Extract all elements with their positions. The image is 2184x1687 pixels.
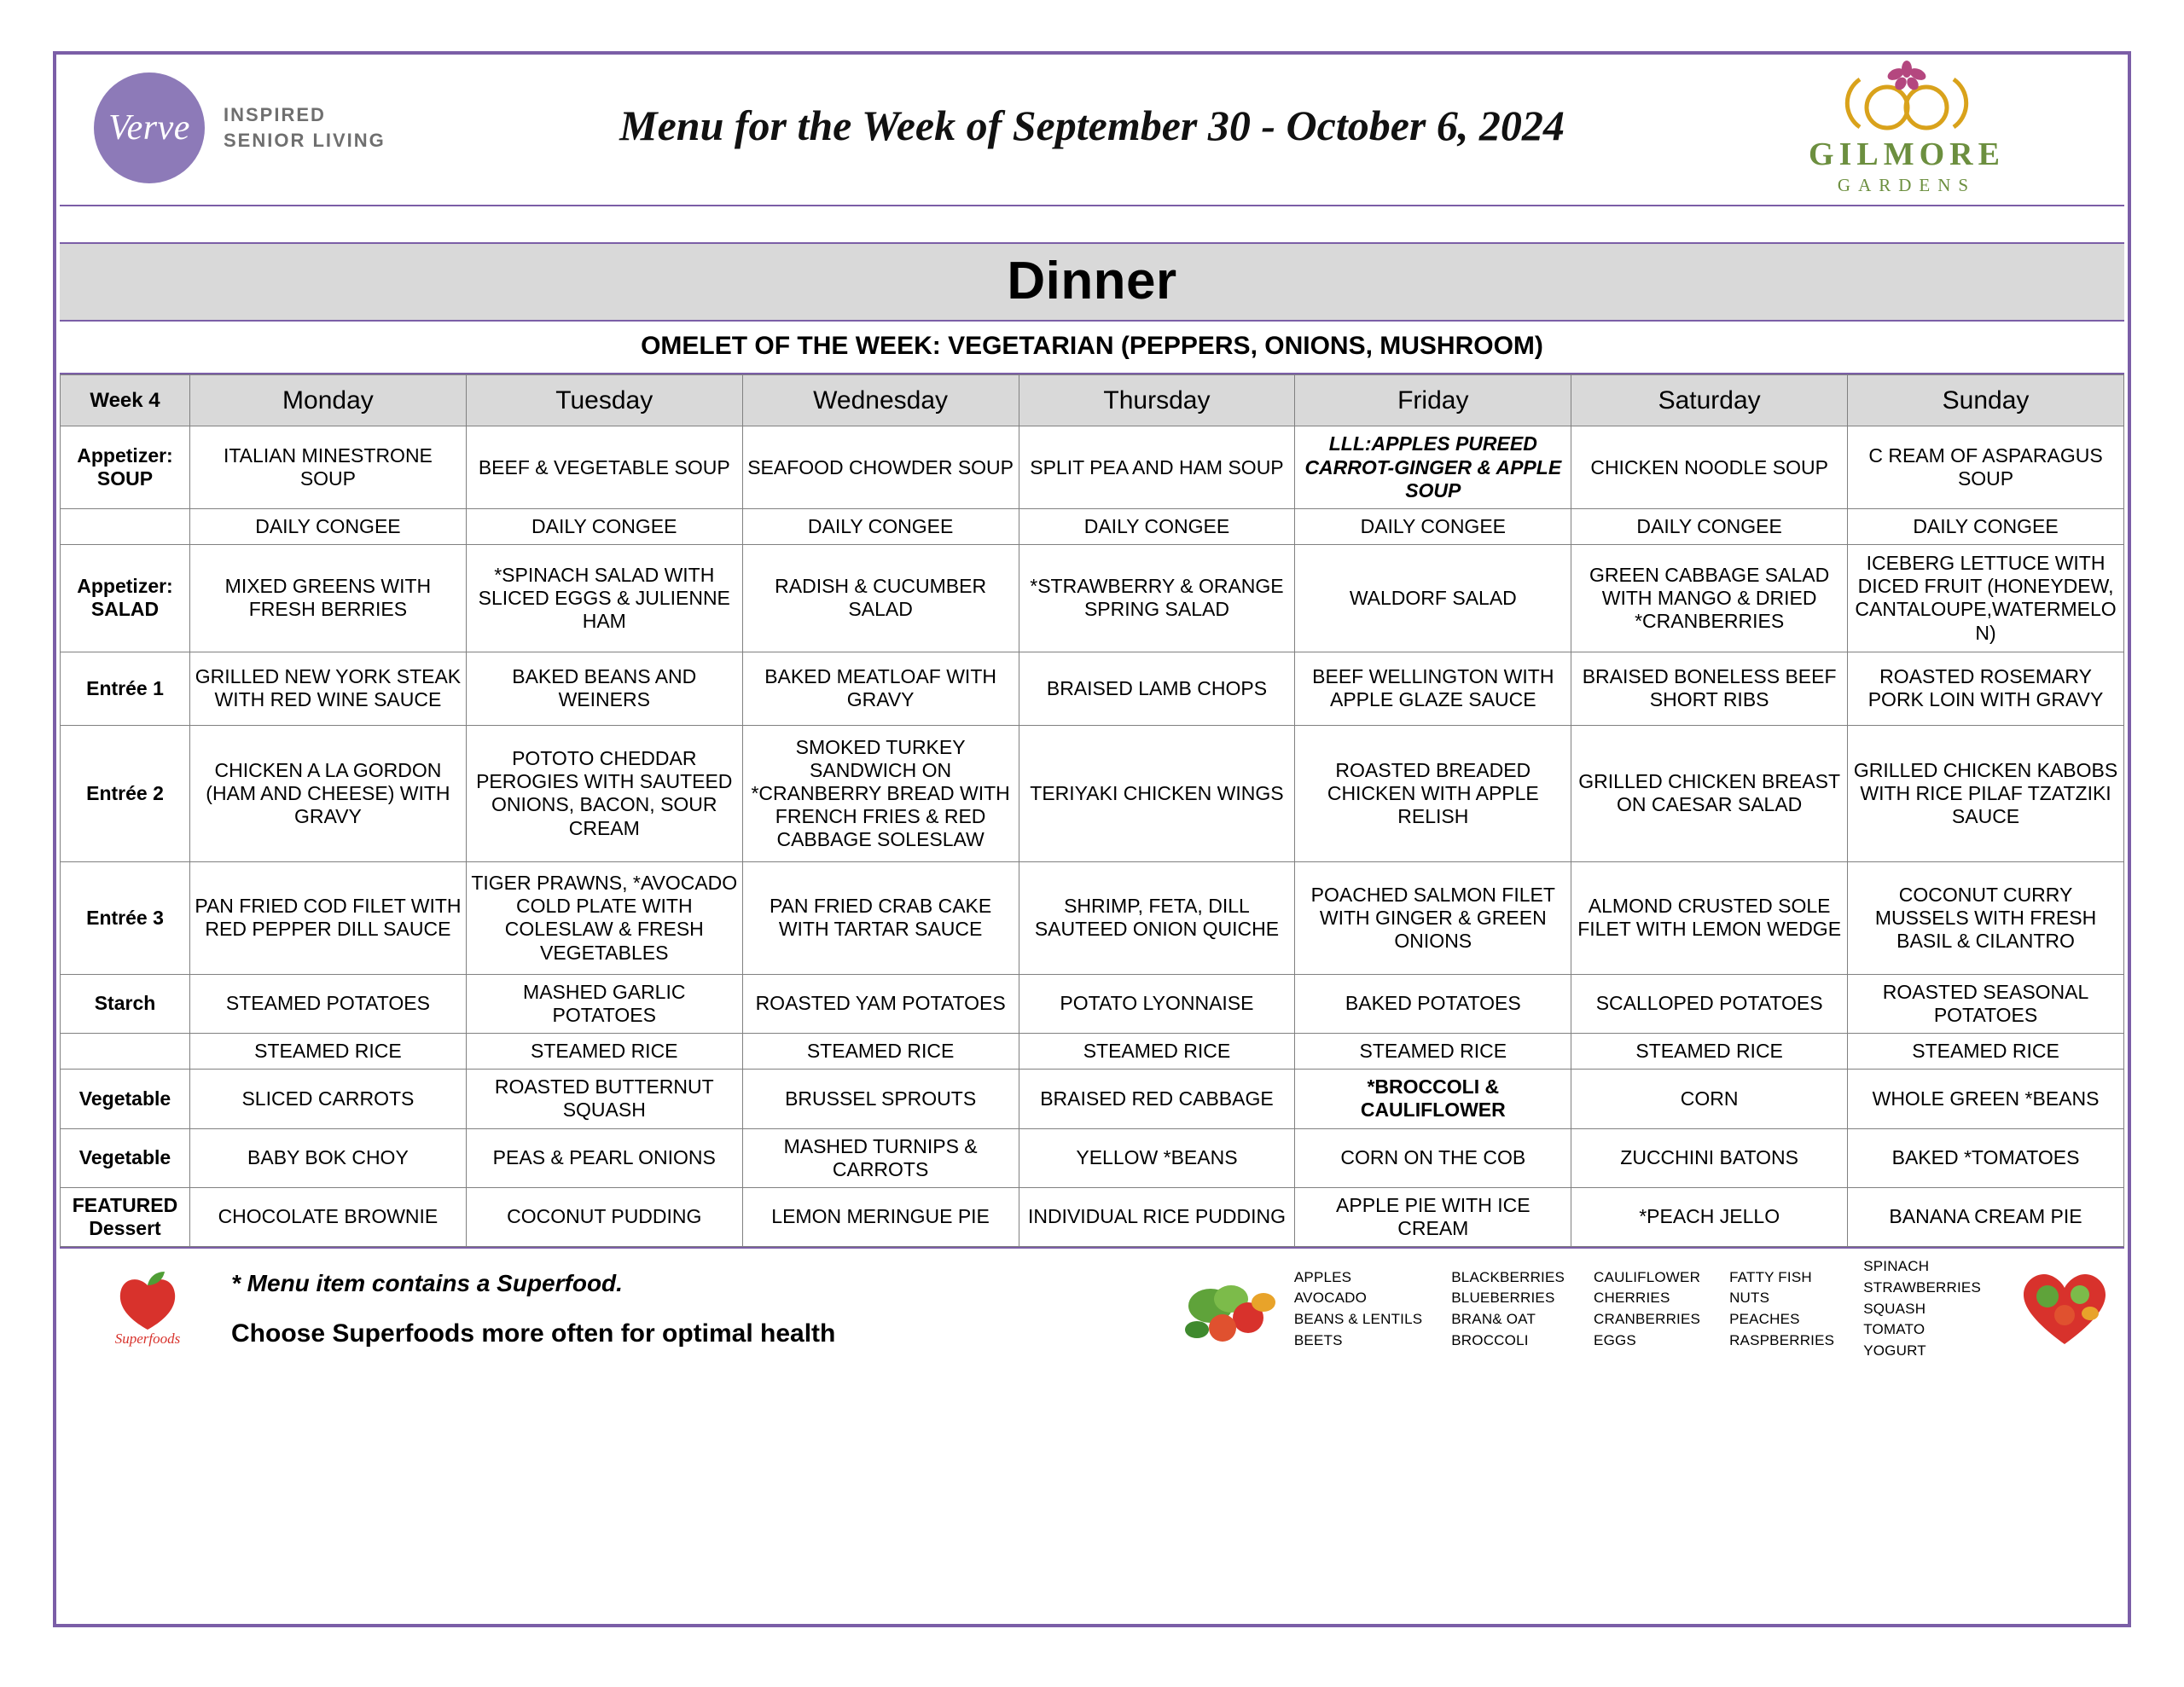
cell-salad-monday: MIXED GREENS WITH FRESH BERRIES: [190, 544, 467, 652]
row-label-entree-3: Entrée 3: [61, 861, 190, 974]
cell-entree2-friday: ROASTED BREADED CHICKEN WITH APPLE RELISH: [1295, 725, 1571, 861]
cell-congee-saturday: DAILY CONGEE: [1571, 508, 1848, 544]
superfoods-logo: [60, 1268, 218, 1350]
row-label-vegetable-1: Vegetable: [61, 1070, 190, 1128]
cell-rice-friday: STEAMED RICE: [1295, 1034, 1571, 1070]
cell-entree3-saturday: ALMOND CRUSTED SOLE FILET WITH LEMON WEDGE: [1571, 861, 1848, 974]
cell-soup-monday: ITALIAN MINESTRONE SOUP: [190, 426, 467, 508]
row-label-rice: [61, 1034, 190, 1070]
cell-entree1-wednesday: BAKED MEATLOAF WITH GRAVY: [742, 652, 1019, 725]
table-row: [61, 1128, 2124, 1187]
cell-entree2-wednesday: SMOKED TURKEY SANDWICH ON *CRANBERRY BREAD WITH FRENCH FRIES & RED CABBAGE SOLESLAW: [742, 725, 1019, 861]
table-row: [61, 1187, 2124, 1246]
superfood-column-2: BLACKBERRIES BLUEBERRIES BRAN& OAT BROCCOLI: [1451, 1268, 1565, 1348]
cell-veg2-sunday: BAKED *TOMATOES: [1848, 1128, 2124, 1187]
cell-soup-tuesday: BEEF & VEGETABLE SOUP: [466, 426, 742, 508]
cell-soup-wednesday: SEAFOOD CHOWDER SOUP: [742, 426, 1019, 508]
cell-entree2-sunday: GRILLED CHICKEN KABOBS WITH RICE PILAF TZATZIKI SAUCE: [1848, 725, 2124, 861]
page-title: Menu for the Week of September 30 - October 6, 2024: [619, 101, 1565, 149]
cell-starch-tuesday: MASHED GARLIC POTATOES: [466, 974, 742, 1033]
verve-tagline-line2: SENIOR LIVING: [224, 130, 386, 151]
cell-entree3-tuesday: TIGER PRAWNS, *AVOCADO COLD PLATE WITH COLESLAW & FRESH VEGETABLES: [466, 861, 742, 974]
cell-dessert-monday: CHOCOLATE BROWNIE: [190, 1187, 467, 1246]
cell-entree3-sunday: COCONUT CURRY MUSSELS WITH FRESH BASIL & CILANTRO: [1848, 861, 2124, 974]
cell-starch-friday: BAKED POTATOES: [1295, 974, 1571, 1033]
cell-entree1-friday: BEEF WELLINGTON WITH APPLE GLAZE SAUCE: [1295, 652, 1571, 725]
verve-tagline-line1: INSPIRED: [224, 104, 326, 126]
cell-veg2-tuesday: PEAS & PEARL ONIONS: [466, 1128, 742, 1187]
cell-entree2-monday: CHICKEN A LA GORDON (HAM AND CHEESE) WITH GRAVY: [190, 725, 467, 861]
day-header-friday: Friday: [1295, 375, 1571, 426]
verve-circle-icon: [94, 72, 205, 183]
table-row: [61, 974, 2124, 1033]
cell-entree1-thursday: BRAISED LAMB CHOPS: [1019, 652, 1295, 725]
cell-entree2-thursday: TERIYAKI CHICKEN WINGS: [1019, 725, 1295, 861]
omelet-of-the-week: OMELET OF THE WEEK: VEGETARIAN (PEPPERS, ONIONS, MUSHROOM): [60, 322, 2124, 374]
table-row: [61, 652, 2124, 725]
cell-dessert-thursday: INDIVIDUAL RICE PUDDING: [1019, 1187, 1295, 1246]
cell-dessert-wednesday: LEMON MERINGUE PIE: [742, 1187, 1019, 1246]
svg-text:Superfoods: Superfoods: [114, 1330, 180, 1348]
cell-entree1-saturday: BRAISED BONELESS BEEF SHORT RIBS: [1571, 652, 1848, 725]
table-row: [61, 1034, 2124, 1070]
table-row: [61, 508, 2124, 544]
heart-vegetables-image: [2018, 1271, 2111, 1348]
superfood-column-4: FATTY FISH NUTS PEACHES RASPBERRIES: [1729, 1268, 1835, 1348]
vegetables-image: [1182, 1268, 1282, 1350]
week-label: Week 4: [61, 375, 190, 426]
table-row: [61, 426, 2124, 508]
cell-salad-wednesday: RADISH & CUCUMBER SALAD: [742, 544, 1019, 652]
cell-soup-thursday: SPLIT PEA AND HAM SOUP: [1019, 426, 1295, 508]
cell-veg1-monday: SLICED CARROTS: [190, 1070, 467, 1128]
cell-salad-sunday: ICEBERG LETTUCE WITH DICED FRUIT (HONEYDEW, CANTALOUPE,WATERMELON): [1848, 544, 2124, 652]
superfoods-note: [231, 1270, 1076, 1348]
row-label-congee: [61, 508, 190, 544]
meal-banner: Dinner: [60, 244, 2124, 322]
cell-entree2-tuesday: POTOTO CHEDDAR PEROGIES WITH SAUTEED ONIONS, BACON, SOUR CREAM: [466, 725, 742, 861]
cell-congee-wednesday: DAILY CONGEE: [742, 508, 1019, 544]
gilmore-subname: GARDENS: [1837, 174, 1977, 195]
row-label-salad: Appetizer: SALAD: [61, 544, 190, 652]
row-label-entree-2: Entrée 2: [61, 725, 190, 861]
superfoods-note-line1: * Menu item contains a Superfood.: [231, 1270, 623, 1297]
superfoods-note-line2: Choose Superfoods more often for optimal health: [231, 1319, 836, 1348]
menu-content: [60, 43, 2124, 1366]
cell-entree2-saturday: GRILLED CHICKEN BREAST ON CAESAR SALAD: [1571, 725, 1848, 861]
page-footer: [60, 1247, 2124, 1366]
cell-salad-friday: WALDORF SALAD: [1295, 544, 1571, 652]
cell-starch-saturday: SCALLOPED POTATOES: [1571, 974, 1848, 1033]
table-row: [61, 1070, 2124, 1128]
cell-rice-monday: STEAMED RICE: [190, 1034, 467, 1070]
cell-rice-sunday: STEAMED RICE: [1848, 1034, 2124, 1070]
cell-veg2-thursday: YELLOW *BEANS: [1019, 1128, 1295, 1187]
cell-dessert-saturday: *PEACH JELLO: [1571, 1187, 1848, 1246]
cell-veg1-saturday: CORN: [1571, 1070, 1848, 1128]
menu-table: [60, 374, 2124, 1247]
cell-congee-tuesday: DAILY CONGEE: [466, 508, 742, 544]
cell-dessert-friday: APPLE PIE WITH ICE CREAM: [1295, 1187, 1571, 1246]
cell-starch-sunday: ROASTED SEASONAL POTATOES: [1848, 974, 2124, 1033]
cell-rice-thursday: STEAMED RICE: [1019, 1034, 1295, 1070]
verve-tagline: [224, 102, 386, 153]
cell-entree1-monday: GRILLED NEW YORK STEAK WITH RED WINE SAUCE: [190, 652, 467, 725]
row-label-starch: Starch: [61, 974, 190, 1033]
cell-veg2-wednesday: MASHED TURNIPS & CARROTS: [742, 1128, 1019, 1187]
superfood-column-1: APPLES AVOCADO BEANS & LENTILS BEETS: [1293, 1268, 1423, 1348]
cell-entree3-wednesday: PAN FRIED CRAB CAKE WITH TARTAR SAUCE: [742, 861, 1019, 974]
cell-starch-monday: STEAMED POTATOES: [190, 974, 467, 1033]
day-header-sunday: Sunday: [1848, 375, 2124, 426]
cell-veg1-thursday: BRAISED RED CABBAGE: [1019, 1070, 1295, 1128]
cell-veg1-tuesday: ROASTED BUTTERNUT SQUASH: [466, 1070, 742, 1128]
table-row: [61, 544, 2124, 652]
day-header-thursday: Thursday: [1019, 375, 1295, 426]
cell-rice-tuesday: STEAMED RICE: [466, 1034, 742, 1070]
cell-veg2-monday: BABY BOK CHOY: [190, 1128, 467, 1187]
day-header-tuesday: Tuesday: [466, 375, 742, 426]
cell-veg1-friday: *BROCCOLI & CAULIFLOWER: [1295, 1070, 1571, 1128]
cell-entree3-friday: POACHED SALMON FILET WITH GINGER & GREEN ONIONS: [1295, 861, 1571, 974]
verve-wordmark: Verve: [108, 108, 190, 148]
cell-congee-sunday: DAILY CONGEE: [1848, 508, 2124, 544]
cell-salad-tuesday: *SPINACH SALAD WITH SLICED EGGS & JULIENNE HAM: [466, 544, 742, 652]
cell-dessert-sunday: BANANA CREAM PIE: [1848, 1187, 2124, 1246]
table-row: [61, 725, 2124, 861]
cell-veg1-sunday: WHOLE GREEN *BEANS: [1848, 1070, 2124, 1128]
verve-logo: [94, 72, 461, 183]
cell-soup-friday: LLL:APPLES PUREED CARROT-GINGER & APPLE SOUP: [1295, 426, 1571, 508]
cell-entree1-sunday: ROASTED ROSEMARY PORK LOIN WITH GRAVY: [1848, 652, 2124, 725]
cell-salad-saturday: GREEN CABBAGE SALAD WITH MANGO & DRIED *CRANBERRIES: [1571, 544, 1848, 652]
row-label-dessert: FEATURED Dessert: [61, 1187, 190, 1246]
cell-starch-wednesday: ROASTED YAM POTATOES: [742, 974, 1019, 1033]
row-label-soup: Appetizer: SOUP: [61, 426, 190, 508]
cell-rice-wednesday: STEAMED RICE: [742, 1034, 1019, 1070]
gilmore-name: GILMORE: [1809, 136, 2005, 172]
row-label-entree-1: Entrée 1: [61, 652, 190, 725]
cell-entree1-tuesday: BAKED BEANS AND WEINERS: [466, 652, 742, 725]
header-spacer: [60, 206, 2124, 244]
gilmore-logo: [1723, 61, 2090, 196]
cell-veg1-wednesday: BRUSSEL SPROUTS: [742, 1070, 1019, 1128]
cell-congee-thursday: DAILY CONGEE: [1019, 508, 1295, 544]
cell-veg2-saturday: ZUCCHINI BATONS: [1571, 1128, 1848, 1187]
day-header-monday: Monday: [190, 375, 467, 426]
cell-starch-thursday: POTATO LYONNAISE: [1019, 974, 1295, 1033]
gilmore-flower-icon: [1723, 61, 2090, 132]
cell-congee-friday: DAILY CONGEE: [1295, 508, 1571, 544]
row-label-vegetable-2: Vegetable: [61, 1128, 190, 1187]
day-header-wednesday: Wednesday: [742, 375, 1019, 426]
cell-salad-thursday: *STRAWBERRY & ORANGE SPRING SALAD: [1019, 544, 1295, 652]
cell-entree3-thursday: SHRIMP, FETA, DILL SAUTEED ONION QUICHE: [1019, 861, 1295, 974]
page-header: [60, 51, 2124, 206]
cell-rice-saturday: STEAMED RICE: [1571, 1034, 1848, 1070]
table-header-row: [61, 375, 2124, 426]
cell-soup-saturday: CHICKEN NOODLE SOUP: [1571, 426, 1848, 508]
superfood-column-3: CAULIFLOWER CHERRIES CRANBERRIES EGGS: [1594, 1268, 1701, 1348]
superfoods-apple-icon: [96, 1268, 199, 1350]
cell-dessert-tuesday: COCONUT PUDDING: [466, 1187, 742, 1246]
day-header-saturday: Saturday: [1571, 375, 1848, 426]
cell-congee-monday: DAILY CONGEE: [190, 508, 467, 544]
table-row: [61, 861, 2124, 974]
superfoods-list: [1076, 1256, 2124, 1361]
superfood-column-5: SPINACH STRAWBERRIES SQUASH TOMATO YOGURT: [1863, 1258, 1981, 1359]
cell-entree3-monday: PAN FRIED COD FILET WITH RED PEPPER DILL SAUCE: [190, 861, 467, 974]
cell-veg2-friday: CORN ON THE COB: [1295, 1128, 1571, 1187]
cell-soup-sunday: C REAM OF ASPARAGUS SOUP: [1848, 426, 2124, 508]
